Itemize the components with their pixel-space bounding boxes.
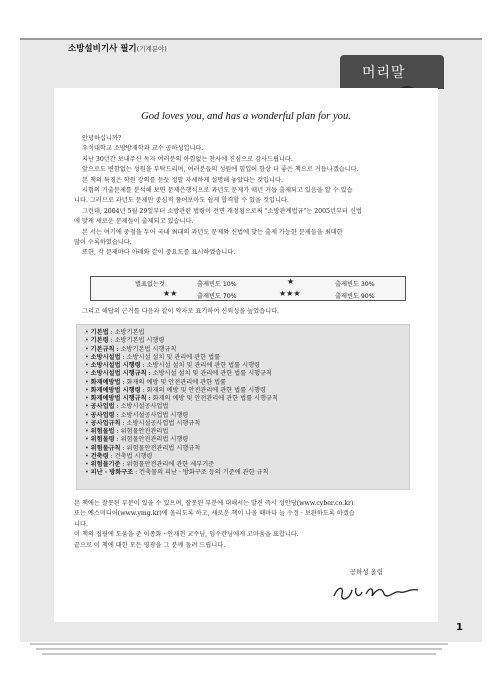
law-item: • 공사업법 : 소방시설공사업법	[85, 403, 169, 411]
motto: God loves you, and has a wonderful plan for you.	[141, 111, 351, 122]
section-tab-label: 머리말	[362, 65, 406, 81]
frequency-label: 출제빈도 10%	[197, 281, 237, 288]
closing-text	[74, 499, 426, 551]
intro-text	[74, 134, 426, 259]
law-desc: : 건축법 시행령	[108, 452, 153, 460]
law-abbr: 공사업법	[90, 403, 115, 411]
law-item: • 위험물령 : 위험물안전관리법 시행령	[85, 436, 189, 444]
paragraph: 니다. 그러므로 과년도 문제만 중심적 풀어보아도 쉽게 합격할 수 있을 것입니다.	[74, 197, 289, 205]
law-desc: : 위험물안전관리법 시행규칙	[120, 444, 201, 452]
law-item: • 화재예방법 : 화재의 예방 및 안전관리에 관한 법률	[85, 378, 227, 386]
author-name: 공하성 올림	[350, 568, 383, 576]
law-abbr: 건축령	[90, 452, 109, 460]
frequency-legend	[90, 276, 406, 301]
paragraph: 그런데, 2004년 5월 29일부터 소방관련 법령이 전면 개정됨으로써 "소방관계법규"는 2005년부터 신법	[82, 207, 362, 215]
paragraph: 니다.	[74, 520, 88, 528]
book-title-main: 소방설비기사 필기	[68, 44, 137, 54]
law-item: • 위험물기준 : 위험물안전관리에 관한 세부기준	[85, 461, 215, 468]
law-desc: : 소방시설공사업법	[114, 403, 169, 411]
law-abbreviation-list	[76, 324, 410, 490]
law-item: • 건축령 : 건축법 시행령	[85, 452, 153, 460]
star-icon: ★	[287, 277, 295, 286]
law-item: • 소방시설법 시행규칙 : 소방시설 설치 및 관리에 관한 법률 시행규칙	[85, 370, 272, 378]
law-abbr: 위험물규칙	[90, 444, 121, 452]
law-desc: : 소방시설공사업법 시행령	[114, 411, 189, 419]
law-abbr: 화재예방법 시행규칙	[90, 395, 147, 402]
paragraph: 지난 30년간 보내주신 독자 여러분의 아낌없는 찬사에 진심으로 감사드립니다.	[82, 155, 293, 163]
law-desc: : 소방기본법 시행령	[108, 337, 165, 345]
law-item: • 기본령 : 소방기본법 시행령	[85, 337, 165, 345]
law-item: • 화재예방법 시행규칙 : 화재의 예방 및 안전관리에 관한 법률 시행규칙	[85, 395, 278, 402]
book-title	[68, 42, 167, 54]
law-abbr: 위험물기준	[90, 461, 121, 468]
abbreviation-intro: 그리고 해답의 근거를 다음과 같이 약자로 표기하여 신뢰성을 높였습니다.	[82, 308, 280, 315]
page-edge	[36, 648, 442, 650]
frequency-row	[91, 277, 407, 289]
law-abbr: 공사업령	[90, 411, 115, 419]
page-edge	[42, 653, 436, 655]
law-abbr: 기본법	[90, 329, 109, 336]
frequency-stars: 별표없는것	[135, 281, 165, 288]
law-desc: : 소방기본법 시행규칙	[114, 345, 177, 353]
law-desc: : 위험물안전관리법 시행령	[114, 436, 189, 444]
paragraph: 에 맞게 새로운 문제들이 출제되고 있습니다.	[74, 218, 194, 226]
law-item: • 공사업규칙 : 소방시설공사업법 시행규칙	[85, 419, 201, 427]
law-desc: : 위험물안전관리에 관한 세부기준	[120, 461, 215, 468]
paragraph: 많이 수록하였습니다.	[74, 239, 132, 247]
law-item: • 피난 · 방화구조 : 건축물의 피난 · 방화구조 등의 기준에 관한 규칙	[85, 469, 269, 477]
law-item: • 소방시설법 시행령 : 소방시설 설치 및 관리에 관한 법률 시행령	[85, 362, 261, 369]
paragraph: 본 책에는 잘못된 부분이 있을 수 있으며, 잘못된 부분에 대해서는 발견 즉시 성안당(www.cyber.co.kr)	[74, 500, 354, 507]
paragraph: 끝으로 이 책에 대한 모든 영광을 그 분께 돌려 드립니다.	[74, 541, 226, 549]
law-item: • 위험물법 : 위험물안전관리법	[85, 428, 169, 435]
law-abbr: 위험물령	[90, 436, 115, 444]
paragraph: 이 책의 집필에 도움을 준 이종화 · 안재천 교수님, 임수란님에게 고마움을 표합니다.	[74, 531, 299, 539]
paragraph: 앞으로도 변함없는 성원을 부탁드리며, 여러분들의 성원에 힘입어 항상 더 좋은 책으로 거듭나겠습니다.	[82, 166, 359, 174]
law-abbr: 소방시설법 시행규칙	[90, 370, 147, 378]
law-item: • 기본법 : 소방기본법	[85, 329, 145, 336]
law-desc: : 소방시설 설치 및 관리에 관한 법률 시행규칙	[146, 370, 272, 378]
law-item: • 공사업령 : 소방시설공사업법 시행령	[85, 411, 189, 419]
law-item: • 기본규칙 : 소방기본법 시행규칙	[85, 345, 177, 353]
law-desc: : 소방시설 설치 및 관리에 관한 법률	[120, 353, 221, 361]
frequency-label: 출제빈도 70%	[197, 293, 237, 300]
page-number: 1	[456, 622, 463, 633]
law-abbr: 위험물법	[90, 428, 115, 435]
star-icon: ★★★	[279, 289, 301, 298]
page-edge	[30, 643, 448, 645]
law-item: • 화재예방법 시행령 : 화재의 예방 및 안전관리에 관한 법률 시행령	[85, 386, 267, 394]
law-desc: : 소방시설공사업법 시행규칙	[120, 419, 201, 427]
frequency-row	[91, 289, 407, 301]
law-desc: : 화재의 예방 및 안전관리에 관한 법률 시행령	[140, 386, 267, 394]
law-desc: : 건축물의 피난 · 방화구조 등의 기준에 관한 규칙	[133, 469, 269, 477]
law-desc: : 화재의 예방 및 안전관리에 관한 법률	[120, 378, 227, 386]
law-abbr: 기본규칙	[90, 345, 115, 353]
frequency-label: 출제빈도 90%	[335, 293, 375, 300]
frequency-label: 출제빈도 30%	[335, 281, 375, 288]
paragraph: 본 책의 특징은 학원 강의를 듣듯 정말 자세하게 설명해 놓았다는 것입니다.	[82, 176, 283, 184]
law-desc: : 소방시설 설치 및 관리에 관한 법률 시행령	[140, 362, 261, 369]
star-icon: ★★	[163, 289, 178, 298]
law-item: • 소방시설법 : 소방시설 설치 및 관리에 관한 법률	[85, 353, 221, 361]
law-desc: : 위험물안전관리법	[114, 428, 169, 435]
paragraph: 우석대학교 소방방재학과 교수 공하성입니다.	[82, 145, 204, 153]
law-desc: : 소방기본법	[108, 329, 145, 336]
law-abbr: 소방시설법	[90, 353, 121, 361]
law-abbr: 공사업규칙	[90, 419, 121, 427]
law-abbr: 기본령	[90, 337, 109, 345]
law-desc: : 화재의 예방 및 안전관리에 관한 법률 시행규칙	[146, 395, 278, 402]
signature-image	[330, 580, 422, 604]
law-abbr: 화재예방법	[90, 378, 121, 386]
law-abbr: 화재예방법 시행령	[90, 386, 141, 394]
paragraph: 본 서는 여기에 중점을 두어 국내 최대의 과년도 문제와 신법에 맞는 출제 가능한 문제들을 최대한	[82, 228, 343, 236]
paragraph: 시험의 기출문제를 분석해 보면 문제은행식으로 과년도 문제가 매년 거듭 출제되고 있음을 알 수 있습	[82, 187, 353, 195]
law-abbr: 소방시설법 시행령	[90, 362, 141, 369]
paragraph: 또한, 각 문제마다 아래와 같이 중요도를 표시하였습니다.	[82, 249, 236, 257]
paragraph: 안녕하십니까?	[82, 135, 122, 142]
law-item: • 위험물규칙 : 위험물안전관리법 시행규칙	[85, 444, 201, 452]
book-title-sub: (기계분야)	[136, 45, 167, 53]
page-content	[54, 88, 438, 622]
paragraph: 또는 예스미디어(www.ymg.kr)에 올리도록 하고, 새로운 책이 나올 때마다 늘 수정 · 보완하도록 하겠습	[74, 510, 355, 518]
law-abbr: 피난 · 방화구조	[90, 469, 134, 477]
